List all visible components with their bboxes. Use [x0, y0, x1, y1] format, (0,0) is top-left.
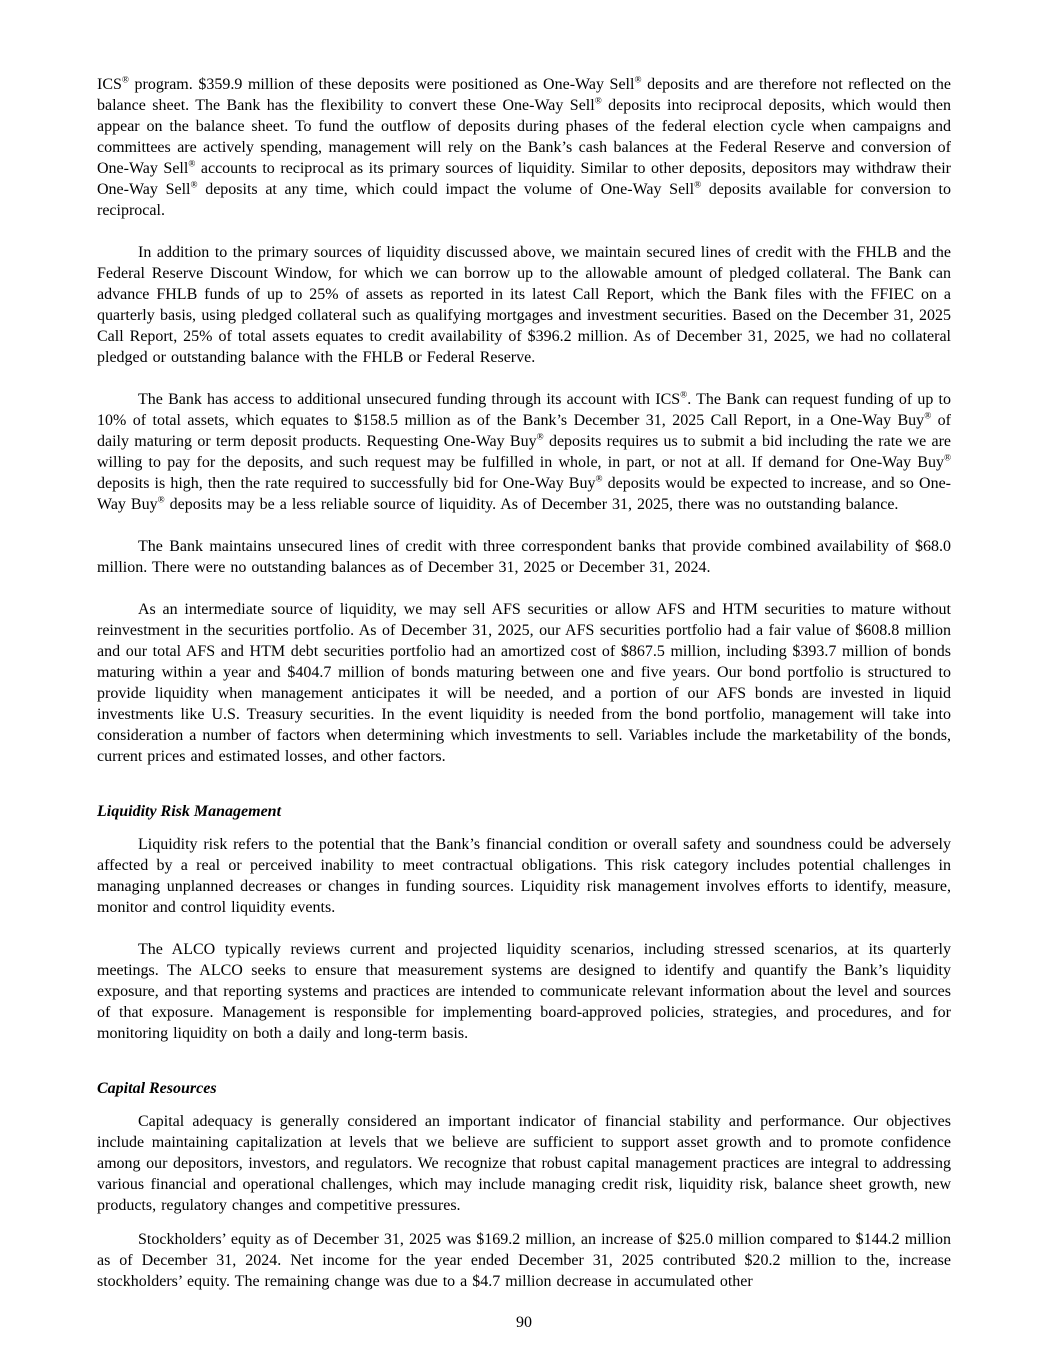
page-content — [97, 74, 951, 1292]
registered-trademark-symbol: ® — [694, 180, 702, 191]
paragraph-liquidity-risk-definition: Liquidity risk refers to the potential that the Bank’s financial condition or overall safety and soundness could be adversely affected by a real or perceived inability to meet contractual obligations. This risk category includes potential challenges in managing unplanned decreases or changes in funding sources. Liquidity risk management involves efforts to identify, measure, monitor and control liquidity events. — [97, 836, 951, 916]
registered-trademark-symbol: ® — [943, 453, 951, 464]
registered-trademark-symbol: ® — [680, 390, 688, 401]
registered-trademark-symbol: ® — [634, 75, 642, 86]
paragraph-secured-lines-of-credit: In addition to the primary sources of liquidity discussed above, we maintain secured lines of credit with the FHLB and the Federal Reserve Discount Window, for which we can borrow up to the allowable amount of pledged collateral. The Bank can advance FHLB funds of up to 25% of assets as reported in its latest Call Report, which the Bank files with the FFIEC on a quarterly basis, using pledged collateral such as qualifying mortgages and investment securities. Based on the December 31, 2025 Call Report, 25% of total assets equates to credit availability of $396.2 million. As of December 31, 2025, we had no collateral pledged or outstanding balance with the FHLB or Federal Reserve. — [97, 244, 951, 366]
registered-trademark-symbol: ® — [595, 474, 603, 485]
paragraph-capital-adequacy: Capital adequacy is generally considered an important indicator of financial stability and performance. Our objectives include maintaining capitalization at levels that we believe are sufficient to support asset growth and to promote confidence among our depositors, investors, and regulators. We recognize that robust capital management practices are integral to addressing various financial and operational challenges, which may include managing credit risk, liquidity risk, balance sheet growth, new products, regulatory changes and competitive pressures. — [97, 1113, 951, 1214]
registered-trademark-symbol: ® — [121, 75, 129, 86]
paragraph-alco-reviews: The ALCO typically reviews current and projected liquidity scenarios, including stressed scenarios, at its quarterly meetings. The ALCO seeks to ensure that measurement systems are designed to identify and quantify the Bank’s liquidity exposure, and that reporting systems and practices are intended to communicate relevant information about the level and sources of that exposure. Management is responsible for implementing board-approved policies, strategies, and procedures, and for monitoring liquidity on both a daily and long-term basis. — [97, 941, 951, 1042]
page-footer — [0, 1312, 1048, 1333]
paragraph-unsecured-funding-ics: The Bank has access to additional unsecured funding through its account with ICS®. The Bank can request funding of up to 10% of total assets, which equates to $158.5 million as of the Bank’s December 31, 2025 Call Report, in a One-Way Buy® of daily maturing or term deposit products. Requesting One-Way Buy® deposits requires us to submit a bid including the rate we are willing to pay for the deposits, and such request may be fulfilled in whole, in part, or not at all. If demand for One-Way Buy® deposits is high, then the rate required to successfully bid for One-Way Buy® deposits would be expected to increase, and so One-Way Buy® deposits may be a less reliable source of liquidity. As of December 31, 2025, there was no outstanding balance. — [97, 390, 952, 513]
section-heading-liquidity-risk-management: Liquidity Risk Management — [97, 803, 282, 820]
page-number: 90 — [516, 1314, 532, 1331]
registered-trademark-symbol: ® — [536, 432, 544, 443]
registered-trademark-symbol: ® — [594, 96, 602, 107]
paragraph-stockholders-equity: Stockholders’ equity as of December 31, 2025 was $169.2 million, an increase of $25.0 million compared to $144.2 million as of December 31, 2024. Net income for the year ended December 31, 2025 contributed $20.2 million to the, increase stockholders’ equity. The remaining change was due to a $4.7 million decrease in accumulated other — [97, 1231, 951, 1290]
section-heading-capital-resources: Capital Resources — [97, 1080, 217, 1097]
paragraph-ics-program-continuation: ICS® program. $359.9 million of these deposits were positioned as One-Way Sell® deposits and are therefore not reflected on the balance sheet. The Bank has the flexibility to convert these One-Way Sell® deposits into reciprocal deposits, which would then appear on the balance sheet. To fund the outflow of deposits during phases of the federal election cycle when campaigns and committees are actively spending, management will rely on the Bank’s cash balances at the Federal Reserve and conversion of One-Way Sell® accounts to reciprocal as its primary sources of liquidity. Similar to other deposits, depositors may withdraw their One-Way Sell® deposits at any time, which could impact the volume of One-Way Sell® deposits available for conversion to reciprocal. — [97, 75, 951, 219]
registered-trademark-symbol: ® — [188, 159, 196, 170]
registered-trademark-symbol: ® — [924, 411, 932, 422]
paragraph-afs-htm-securities: As an intermediate source of liquidity, we may sell AFS securities or allow AFS and HTM securities to mature without reinvestment in the securities portfolio. As of December 31, 2025, our AFS securities portfolio had a fair value of $608.8 million and our total AFS and HTM debt securities portfolio had an amortized cost of $867.5 million, including $393.7 million of bonds maturing within a year and $404.7 million of bonds maturing between one and five years. Our bond portfolio is structured to provide liquidity when management anticipates it will be needed, and a portion of our AFS bonds are invested in liquid investments like U.S. Treasury securities. In the event liquidity is needed from the bond portfolio, management will take into consideration a number of factors when determining which investments to sell. Variables include the marketability of the bonds, current prices and estimated losses, and other factors. — [97, 601, 951, 765]
paragraph-correspondent-banks: The Bank maintains unsecured lines of credit with three correspondent banks that provide combined availability of $68.0 million. There were no outstanding balances as of December 31, 2025 or December 31, 2024. — [97, 538, 951, 576]
registered-trademark-symbol: ® — [190, 180, 198, 191]
registered-trademark-symbol: ® — [157, 495, 165, 506]
